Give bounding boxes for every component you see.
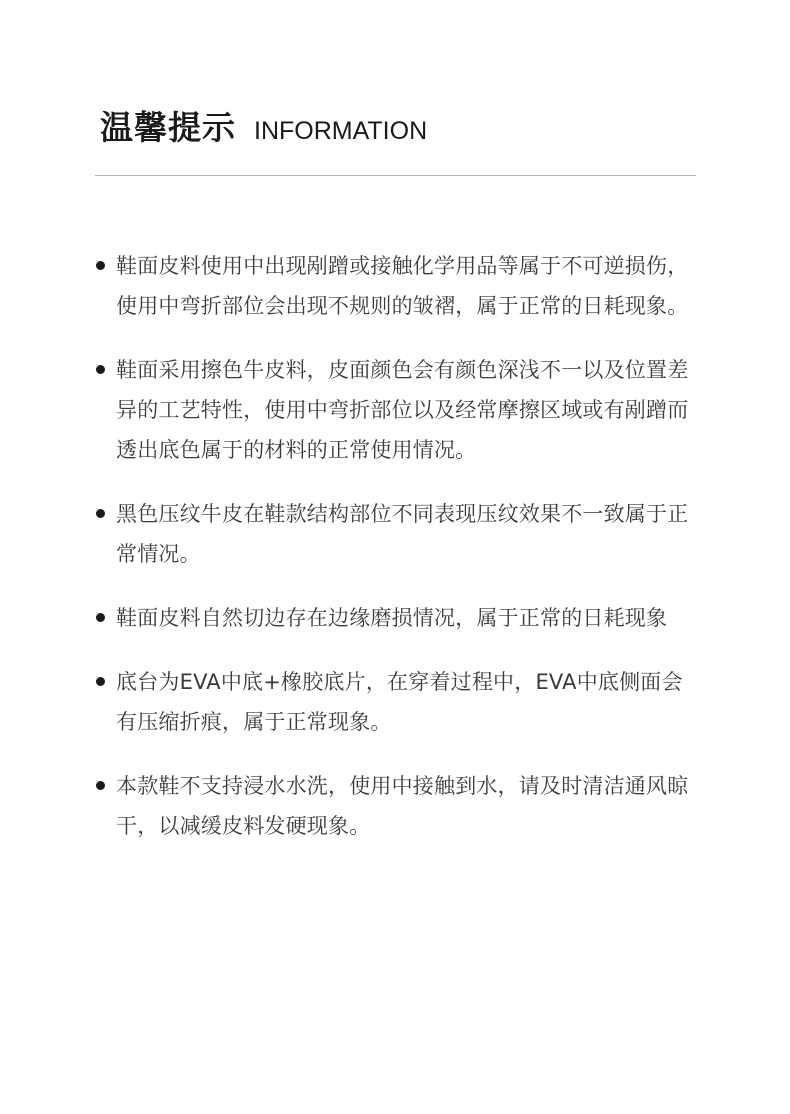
notice-item-5 [95,662,695,742]
bullet-icon [96,261,105,270]
title-chinese: 温馨提示 [100,108,236,147]
notice-text-1: 鞋面皮料使用中出现剐蹭或接触化学用品等属于不可逆损伤，使用中弯折部位会出现不规则的皱褶，属于正常的日耗现象。 [116,254,689,318]
notice-text-5: 底台为EVA中底+橡胶底片，在穿着过程中，EVA中底侧面会有压缩折痕，属于正常现象。 [116,670,683,734]
notice-item-4 [95,598,695,638]
notice-item-1 [95,246,695,326]
title-english: INFORMATION [254,117,428,145]
bullet-icon [96,613,105,622]
notice-list [95,246,695,870]
notice-text-6: 本款鞋不支持浸水水洗，使用中接触到水，请及时清洁通风晾干，以减缓皮料发硬现象。 [116,774,689,838]
notice-item-2 [95,350,695,470]
bullet-icon [96,781,105,790]
bullet-icon [96,509,105,518]
header [100,102,427,149]
bullet-icon [96,677,105,686]
notice-item-6 [95,766,695,846]
notice-text-3: 黑色压纹牛皮在鞋款结构部位不同表现压纹效果不一致属于正常情况。 [116,502,689,566]
notice-item-3 [95,494,695,574]
notice-text-2: 鞋面采用擦色牛皮料，皮面颜色会有颜色深浅不一以及位置差异的工艺特性，使用中弯折部位以及经常摩擦区域或有剐蹭而透出底色属于的材料的正常使用情况。 [116,358,689,462]
notice-text-4: 鞋面皮料自然切边存在边缘磨损情况，属于正常的日耗现象 [116,606,668,630]
bullet-icon [96,365,105,374]
divider [95,175,696,176]
